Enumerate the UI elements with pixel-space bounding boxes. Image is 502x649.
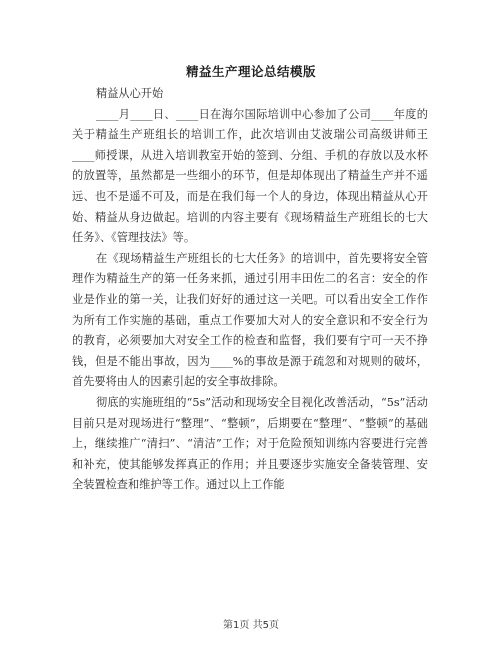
document-body <box>72 84 428 496</box>
document-title: 精益生产理论总结模版 <box>185 64 316 79</box>
paragraph: 在《现场精益生产班组长的七大任务》的培训中，首先要将安全管理作为精益生产的第一任务来抓，通过引用丰田佐二的名言：安全的作业是作业的第一关，让我们好好的通过这一关吧。可以看出安全工作作为所有工作实施的基础，重点工作要加大对人的安全意识和不安全行为的教育，必须要加大对安全工作的检查和监督，我们要有宁可一天不挣钱，但是不能出事故，因为____%的事故是源于疏忽和对规则的破坏，首先要将由人的因素引起的安全事故排除。 <box>72 251 428 389</box>
page-number-footer: 第1页 共5页 <box>223 620 279 631</box>
paragraph: 彻底的实施班组的“5s”活动和现场安全目视化改善活动，“5s”活动目前只是对现场进行“整理”、“整顿”，后期要在“整理”、“整顿”的基础上，继续推广“清扫”、“清洁”工作；对于危险预知训练内容要进行完善和补充，使其能够发挥真正的作用；并且要逐步实施安全备装管理、安全装置检查和维护等工作。通过以上工作能 <box>72 395 428 492</box>
paragraph: ____月____日、____日在海尔国际培训中心参加了公司____年度的关于精益生产班组长的培训工作，此次培训由艾波瑞公司高级讲师王____师授课，从进入培训教室开始的签到、分组、手机的存放以及水杯的放置等，虽然都是一些细小的环节，但是却体现出了精益生产并不遥远、也不是遥不可及，而是在我们每一个人的身边，体现出精益从心开始、精益从身边做起。培训的内容主要有《现场精益生产班组长的七大任务》、《管理技法》等。 <box>72 107 428 245</box>
paragraph-heading: 精益从心开始 <box>96 87 164 100</box>
